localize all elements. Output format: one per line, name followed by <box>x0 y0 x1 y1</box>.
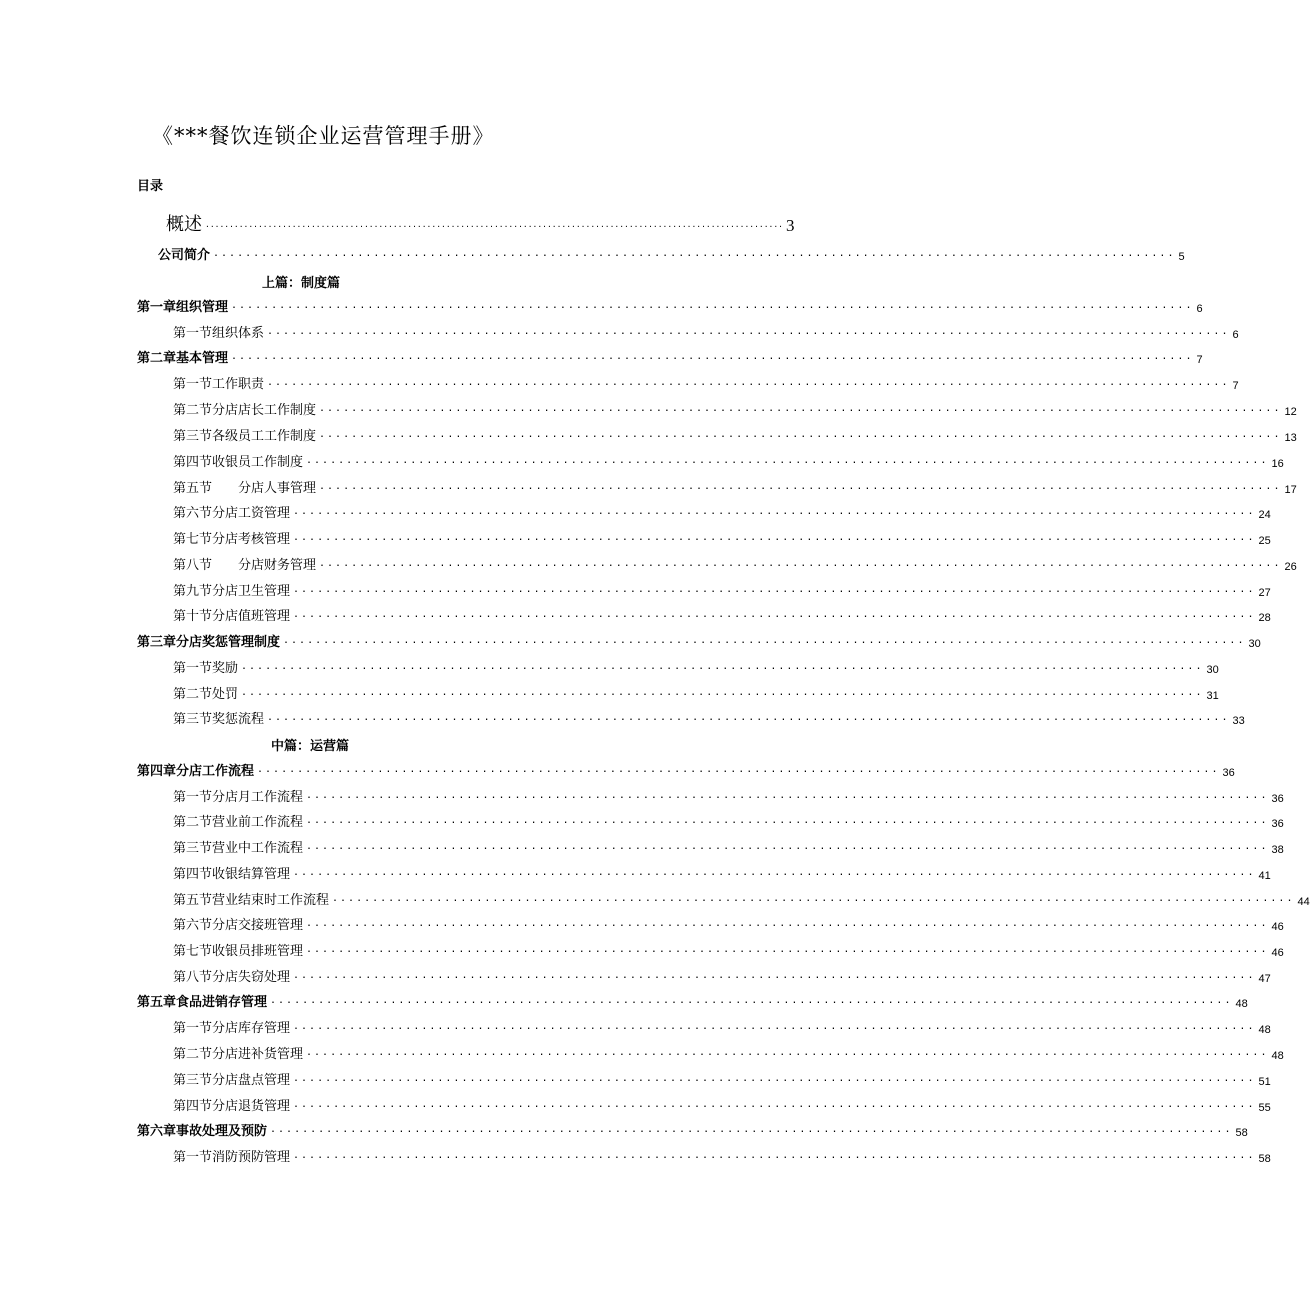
toc-entry[interactable] <box>173 424 1297 444</box>
toc-entry[interactable] <box>173 1068 1271 1088</box>
toc-entry[interactable] <box>173 785 1284 805</box>
toc-page-number: 36 <box>1271 793 1284 805</box>
toc-entry-title: 第二节分店进补货管理 <box>173 1047 304 1062</box>
toc-entry[interactable] <box>173 476 1297 496</box>
toc-page-number: 47 <box>1258 973 1271 985</box>
toc-page-number: 17 <box>1284 484 1297 496</box>
toc-entry[interactable] <box>158 243 1185 263</box>
toc-page-number: 24 <box>1258 509 1271 521</box>
toc-leader-dots: ........................................................................................................................ <box>267 712 1230 723</box>
toc-leader-dots: ........................................................................................................................ <box>293 1099 1256 1110</box>
toc-leader-dots: ........................................................................................................................ <box>231 300 1194 311</box>
toc-page-number: 6 <box>1232 329 1239 341</box>
toc-entry-title: 第五节营业结束时工作流程 <box>173 893 330 908</box>
toc-entry[interactable] <box>137 630 1261 650</box>
toc-page-number: 30 <box>1206 664 1219 676</box>
toc-entry-title: 第六章事故处理及预防 <box>137 1124 268 1139</box>
toc-entry[interactable] <box>173 965 1271 985</box>
toc-leader-dots: ........................................................................................................................ <box>306 790 1269 801</box>
toc-entry-title: 第四节收银员工作制度 <box>173 455 304 470</box>
toc-entry-title: 公司简介 <box>158 248 211 263</box>
part-heading: 上篇：制度篇 <box>262 276 341 291</box>
toc-entry[interactable] <box>173 656 1219 676</box>
toc-entry-title: 第十节分店值班管理 <box>173 609 291 624</box>
toc-leader-dots: ........................................................................................................................ <box>293 1150 1256 1161</box>
toc-leader-dots: ........................................................................................................................ <box>306 918 1269 929</box>
toc-leader-dots: ........................................................................................................................ <box>270 1124 1233 1135</box>
toc-leader-dots: ........................................................................................................................ <box>306 455 1269 466</box>
toc-entry-title: 第二节分店店长工作制度 <box>173 403 317 418</box>
toc-entry-title: 第三节分店盘点管理 <box>173 1073 291 1088</box>
toc-entry[interactable] <box>173 913 1284 933</box>
toc-entry-title: 第五节 分店人事管理 <box>173 481 317 496</box>
toc-page-number: 36 <box>1271 818 1284 830</box>
toc-leader-dots: ........................................................................................................................ <box>293 1021 1256 1032</box>
toc-page-number: 26 <box>1284 561 1297 573</box>
toc-page-number: 41 <box>1258 870 1271 882</box>
toc-entry-title: 第一章组织管理 <box>137 300 229 315</box>
toc-page-number: 36 <box>1222 767 1235 779</box>
toc-page-number: 48 <box>1271 1050 1284 1062</box>
toc-entry[interactable] <box>173 1094 1271 1114</box>
toc-leader-dots: ........................................................................................................................ <box>241 661 1204 672</box>
toc-entry-title: 第二节处罚 <box>173 687 239 702</box>
toc-entry[interactable] <box>173 810 1284 830</box>
toc-page-number: 58 <box>1258 1153 1271 1165</box>
toc-entry-title: 第一节奖励 <box>173 661 239 676</box>
toc-entry[interactable] <box>137 346 1203 366</box>
toc-page-number: 30 <box>1248 638 1261 650</box>
toc-entry[interactable] <box>173 553 1297 573</box>
toc-page-number: 27 <box>1258 587 1271 599</box>
toc-entry-title: 第一节组织体系 <box>173 326 265 341</box>
toc-entry[interactable] <box>173 1042 1284 1062</box>
toc-entry-title: 第二章基本管理 <box>137 351 229 366</box>
toc-entry[interactable] <box>173 372 1239 392</box>
toc-page-number: 12 <box>1284 406 1297 418</box>
toc-entry[interactable] <box>173 527 1271 547</box>
toc-entry-title: 概述 <box>166 214 202 235</box>
toc-leader-dots: ........................................................................................................................ <box>293 584 1256 595</box>
toc-page-number: 3 <box>785 216 795 235</box>
toc-entry-title: 第一节分店月工作流程 <box>173 790 304 805</box>
toc-entry-title: 第四章分店工作流程 <box>137 764 255 779</box>
toc-entry[interactable] <box>173 501 1271 521</box>
toc-leader-dots: ........................................................................................................................ <box>293 867 1256 878</box>
part-heading: 中篇：运营篇 <box>271 739 350 754</box>
toc-leader-dots: ........................................................................................................................ <box>293 609 1256 620</box>
toc-entry[interactable] <box>137 1119 1248 1139</box>
toc-entry[interactable] <box>173 450 1284 470</box>
toc-entry[interactable] <box>173 579 1271 599</box>
toc-entry[interactable] <box>137 990 1248 1010</box>
toc-page-number: 28 <box>1258 612 1271 624</box>
toc-entry-title: 第六节分店工资管理 <box>173 506 291 521</box>
toc-leader-dots: ........................................................................................................................ <box>306 841 1269 852</box>
toc-page-number: 7 <box>1232 380 1239 392</box>
toc-entry-title: 第三节营业中工作流程 <box>173 841 304 856</box>
toc-entry-overview[interactable] <box>166 208 795 236</box>
toc-leader-dots: ........................................................................................................................ <box>306 944 1269 955</box>
toc-leader-dots: ........................................................................................................................ <box>267 377 1230 388</box>
toc-page-number: 58 <box>1235 1127 1248 1139</box>
toc-leader-dots: ........................................................................................................................ <box>267 326 1230 337</box>
toc-entry-title: 第三节各级员工工作制度 <box>173 429 317 444</box>
toc-leader-dots: ........................................................................................................................ <box>231 351 1194 362</box>
toc-entry-title: 第二节营业前工作流程 <box>173 815 304 830</box>
toc-entry[interactable] <box>173 1016 1271 1036</box>
toc-entry-title: 第七节分店考核管理 <box>173 532 291 547</box>
toc-leader-dots: ........................................................................................................................ <box>270 995 1233 1006</box>
toc-entry[interactable] <box>173 939 1284 959</box>
toc-leader-dots: ........................................................................................................................ <box>293 506 1256 517</box>
toc-entry-title: 第四节分店退货管理 <box>173 1099 291 1114</box>
toc-page-number: 38 <box>1271 844 1284 856</box>
toc-leader-dots: ........................................................................................................................ <box>319 429 1282 440</box>
toc-page-number: 13 <box>1284 432 1297 444</box>
toc-entry[interactable] <box>173 707 1245 727</box>
toc-leader-dots: ........................................................................................................................ <box>319 403 1282 414</box>
toc-entry-title: 第八节 分店财务管理 <box>173 558 317 573</box>
toc-heading: 目录 <box>137 179 164 194</box>
toc-leader-dots: ........................................................................................................................ <box>205 220 783 229</box>
toc-page-number: 48 <box>1258 1024 1271 1036</box>
toc-entry-title: 第一节消防预防管理 <box>173 1150 291 1165</box>
toc-leader-dots: ........................................................................................................................ <box>283 635 1246 646</box>
toc-entry-title: 第七节收银员排班管理 <box>173 944 304 959</box>
toc-entry[interactable] <box>173 888 1310 908</box>
toc-leader-dots: ........................................................................................................................ <box>241 687 1204 698</box>
toc-entry[interactable] <box>173 398 1297 418</box>
toc-page-number: 33 <box>1232 715 1245 727</box>
toc-entry[interactable] <box>173 862 1271 882</box>
toc-leader-dots: ........................................................................................................................ <box>306 1047 1269 1058</box>
toc-leader-dots: ........................................................................................................................ <box>257 764 1220 775</box>
toc-page-number: 48 <box>1235 998 1248 1010</box>
toc-entry-title: 第六节分店交接班管理 <box>173 918 304 933</box>
toc-entry-title: 第三章分店奖惩管理制度 <box>137 635 281 650</box>
toc-entry[interactable] <box>173 321 1239 341</box>
toc-page-number: 7 <box>1196 354 1203 366</box>
toc-page-number: 46 <box>1271 921 1284 933</box>
toc-entry-title: 第八节分店失窃处理 <box>173 970 291 985</box>
toc-entry-title: 第五章食品进销存管理 <box>137 995 268 1010</box>
toc-leader-dots: ........................................................................................................................ <box>306 815 1269 826</box>
toc-page-number: 5 <box>1178 251 1185 263</box>
toc-entry-title: 第一节工作职责 <box>173 377 265 392</box>
toc-page-number: 25 <box>1258 535 1271 547</box>
toc-leader-dots: ........................................................................................................................ <box>319 558 1282 569</box>
toc-leader-dots: ........................................................................................................................ <box>319 481 1282 492</box>
toc-entry-title: 第九节分店卫生管理 <box>173 584 291 599</box>
toc-page-number: 6 <box>1196 303 1203 315</box>
toc-entry[interactable] <box>137 759 1235 779</box>
toc-leader-dots: ........................................................................................................................ <box>293 1073 1256 1084</box>
toc-leader-dots: ........................................................................................................................ <box>332 893 1295 904</box>
toc-page-number: 46 <box>1271 947 1284 959</box>
toc-page-number: 31 <box>1206 690 1219 702</box>
toc-page-number: 55 <box>1258 1102 1271 1114</box>
toc-entry-title: 第一节分店库存管理 <box>173 1021 291 1036</box>
toc-page-number: 16 <box>1271 458 1284 470</box>
document-title: 《***餐饮连锁企业运营管理手册》 <box>152 124 495 148</box>
toc-entry[interactable] <box>173 836 1284 856</box>
toc-entry-title: 第三节奖惩流程 <box>173 712 265 727</box>
toc-page-number: 51 <box>1258 1076 1271 1088</box>
toc-entry-title: 第四节收银结算管理 <box>173 867 291 882</box>
toc-entry[interactable] <box>173 1145 1271 1165</box>
toc-page-number: 44 <box>1297 896 1310 908</box>
toc-leader-dots: ........................................................................................................................ <box>293 970 1256 981</box>
toc-leader-dots: ........................................................................................................................ <box>213 248 1176 259</box>
toc-leader-dots: ........................................................................................................................ <box>293 532 1256 543</box>
toc-entry[interactable] <box>137 295 1203 315</box>
toc-entry[interactable] <box>173 682 1219 702</box>
toc-entry[interactable] <box>173 604 1271 624</box>
